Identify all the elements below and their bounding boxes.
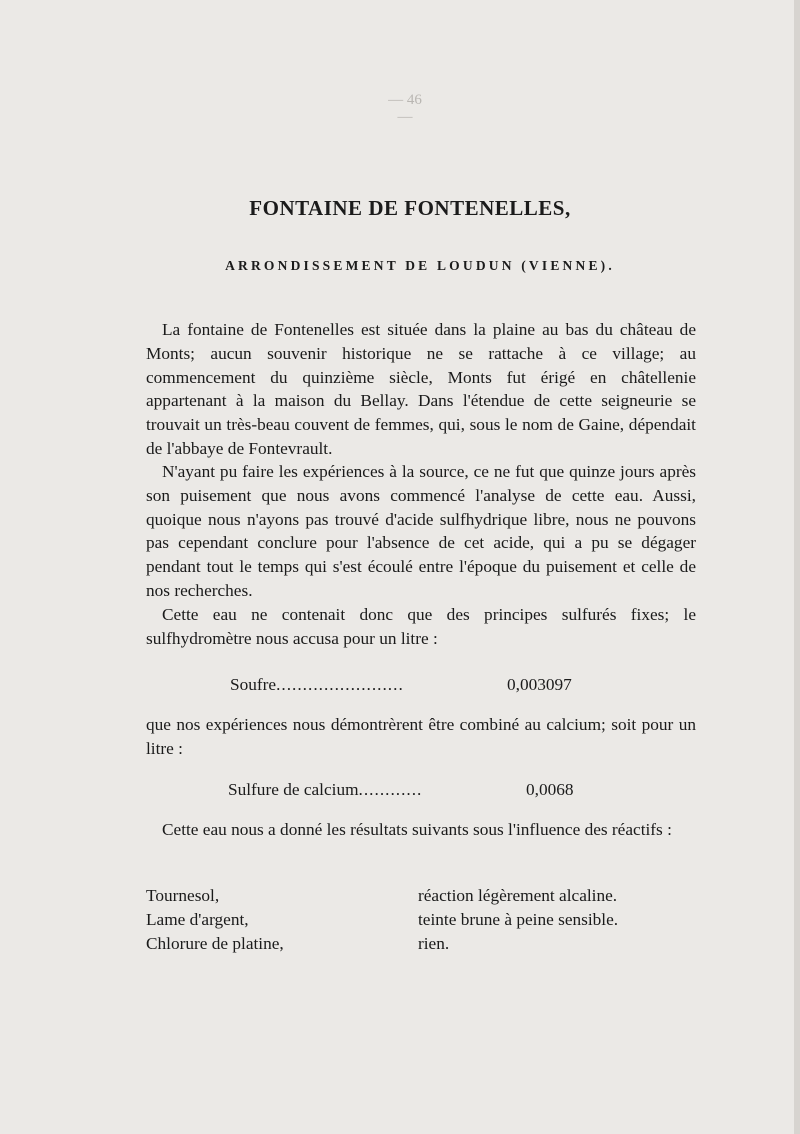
reagent-result: teinte brune à peine sensible.	[418, 910, 619, 929]
paragraph-location: La fontaine de Fontenelles est située dans la plaine au bas du château de Monts; aucun souvenir historique ne se rattache à ce village; au commencement du quinzième siècle, Monts fut érigé en châtellenie appartenant à la maison du Bellay. Dans l'étendue de cette seigneurie se trouvait un très-beau couvent de femmes, qui, sous le nom de Gaine, dépendait de l'abbaye de Fontevrault.	[146, 320, 696, 458]
page-subtitle: ARRONDISSEMENT DE LOUDUN (VIENNE).	[225, 258, 615, 273]
page-number: — 46 —	[388, 92, 422, 125]
paragraph-reagents: Cette eau nous a donné les résultats suivants sous l'influence des réactifs :	[162, 820, 672, 839]
reagent-row	[146, 932, 666, 956]
measurement-sulfure-calcium	[228, 779, 574, 801]
reagent-name: Lame d'argent,	[146, 910, 249, 929]
measurement-value: 0,0068	[526, 780, 574, 799]
reagent-row	[146, 884, 666, 908]
reagent-name: Chlorure de platine,	[146, 934, 284, 953]
paragraph-calcium: que nos expériences nous démontrèrent être combiné au calcium; soit pour un litre :	[146, 715, 696, 758]
measurement-label: Sulfure de calcium	[228, 780, 359, 799]
dot-leader: ............	[358, 780, 423, 799]
page-title: FONTAINE DE FONTENELLES,	[249, 196, 571, 220]
reagent-result: rien.	[418, 934, 450, 953]
reagent-result: réaction légèrement alcaline.	[418, 886, 618, 905]
paragraph-sulfur-principles: Cette eau ne contenait donc que des principes sulfurés fixes; le sulfhydromètre nous accusa pour un litre :	[146, 605, 696, 648]
measurement-soufre	[230, 674, 572, 696]
measurement-value: 0,003097	[507, 675, 572, 694]
dot-leader: ........................	[276, 675, 404, 694]
page-edge	[794, 0, 800, 1134]
measurement-label: Soufre	[230, 675, 277, 694]
reagent-list	[146, 884, 666, 956]
reagent-row	[146, 908, 666, 932]
paragraph-analysis: N'ayant pu faire les expériences à la source, ce ne fut que quinze jours après son puisement que nous avons commencé l'analyse de cette eau. Aussi, quoique nous n'ayons pas trouvé d'acide sulfhydrique libre, nous ne pouvons pas cependant conclure pour l'absence de cet acide, qui a pu se dégager pendant tout le temps qui s'est écoulé entre l'époque du puisement et celle de nos recherches.	[146, 462, 696, 600]
reagent-name: Tournesol,	[146, 886, 220, 905]
